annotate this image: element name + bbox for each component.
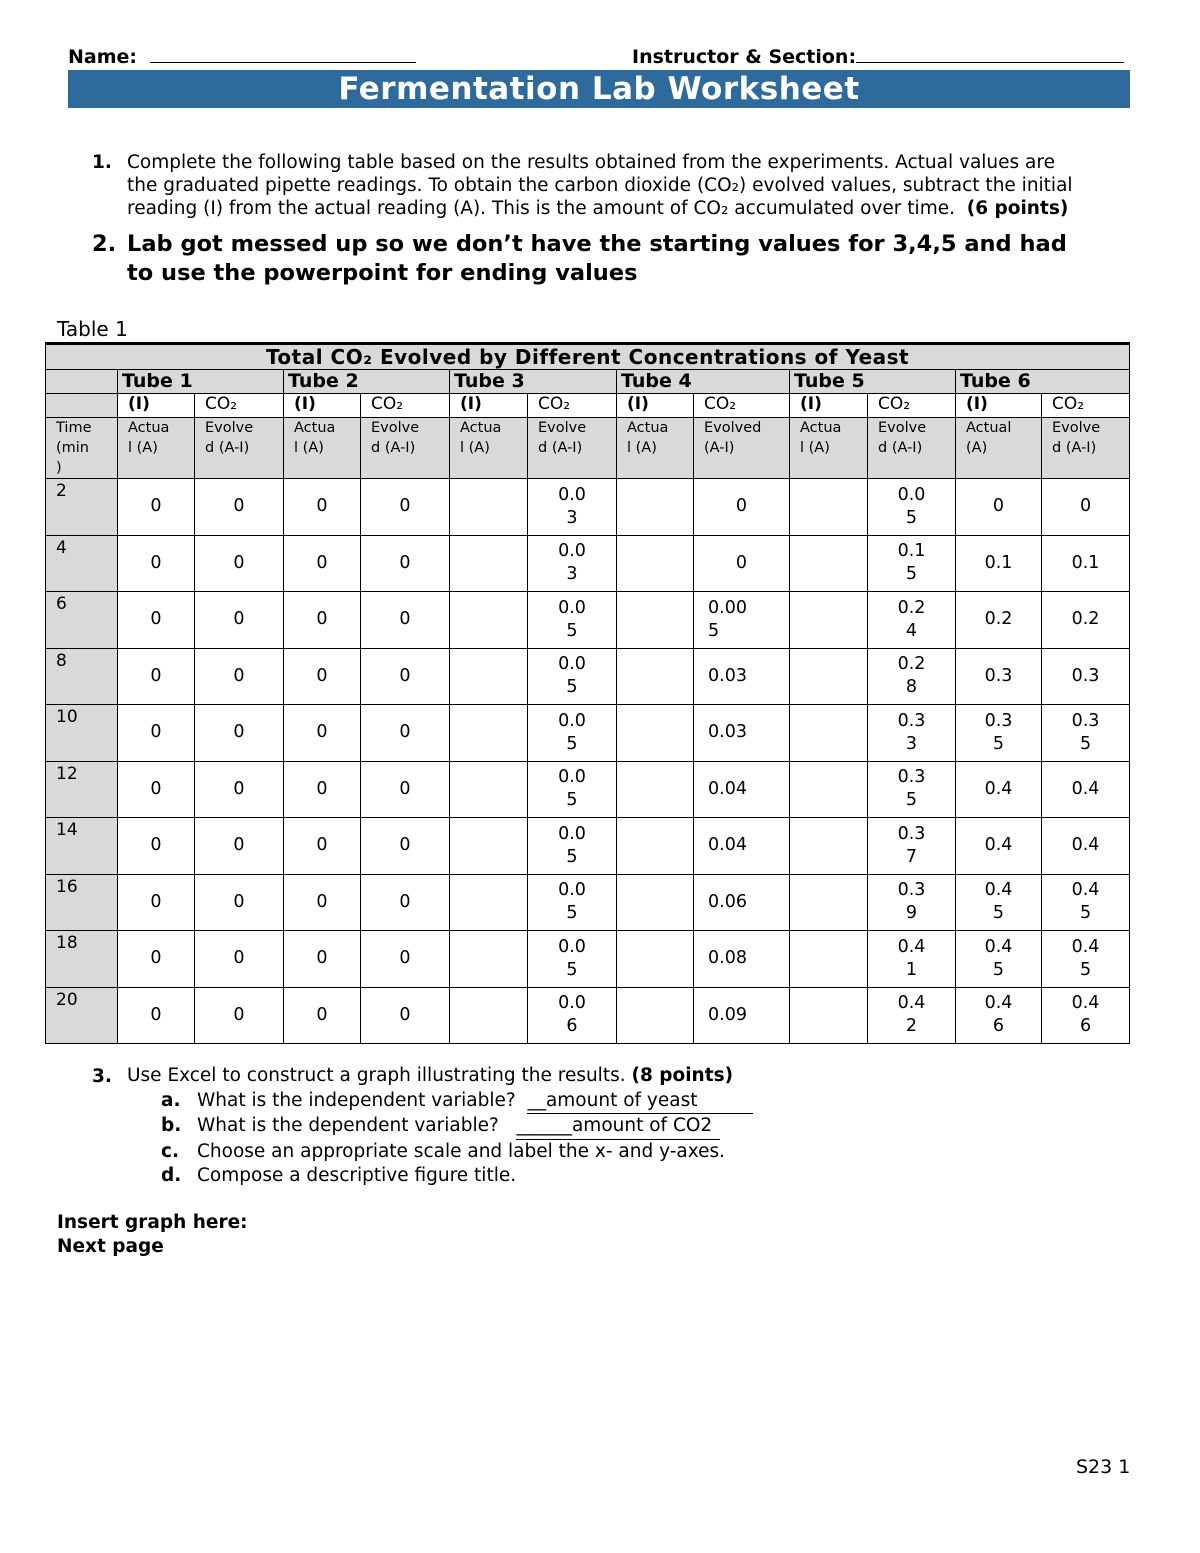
tube-1-evolved-desc: Evolve d (A-I) (195, 418, 284, 479)
cell-t4a[interactable] (617, 535, 694, 592)
tube-1-header: Tube 1 (118, 370, 284, 394)
cell-t1a[interactable]: 0 (118, 761, 195, 818)
cell-t3e[interactable]: 0.0 6 (528, 987, 617, 1044)
time-cell: 16 (46, 874, 118, 931)
cell-t6e[interactable]: 0.2 (1042, 592, 1130, 649)
table-caption: Total CO₂ Evolved by Different Concentrations of Yeast (46, 344, 1130, 370)
q1-points: (6 points) (966, 198, 1069, 219)
cell-t3e[interactable]: 0.0 5 (528, 874, 617, 931)
cell-t5e[interactable]: 0.4 2 (868, 987, 956, 1044)
instructor-label: Instructor & Section: (632, 46, 1124, 68)
cell-t2a[interactable]: 0 (284, 535, 361, 592)
dependent-variable-answer[interactable]: ______amount of CO2 (516, 1114, 720, 1140)
cell-t5a[interactable] (790, 705, 868, 762)
cell-t5e[interactable]: 0.0 5 (868, 479, 956, 536)
cell-t1a[interactable]: 0 (118, 818, 195, 875)
cell-t4e[interactable]: 0.04 (694, 761, 790, 818)
cell-t1a[interactable]: 0 (118, 648, 195, 705)
cell-t2a[interactable]: 0 (284, 592, 361, 649)
cell-t4e[interactable]: 0 (694, 535, 790, 592)
cell-t3e[interactable]: 0.0 5 (528, 705, 617, 762)
cell-t6e[interactable]: 0.3 5 (1042, 705, 1130, 762)
cell-t1e[interactable]: 0 (195, 761, 284, 818)
cell-t2a[interactable]: 0 (284, 874, 361, 931)
time-cell: 18 (46, 931, 118, 988)
tube-6-co2-header: CO₂ (1042, 394, 1130, 418)
tube-2-actual-desc: Actua l (A) (284, 418, 361, 479)
q2-text: Lab got messed up so we don’t have the starting values for 3,4,5 and had to use the powerpoint for ending values (127, 231, 1067, 286)
cell-t2a[interactable]: 0 (284, 705, 361, 762)
tube-3-initial-header: (I) (450, 394, 528, 418)
table-row (46, 479, 1130, 536)
cell-t4e[interactable]: 0.00 5 (694, 592, 790, 649)
page-title: Fermentation Lab Worksheet (68, 70, 1130, 108)
tube-5-header: Tube 5 (790, 370, 956, 394)
tube-5-initial-header: (I) (790, 394, 868, 418)
cell-t4a[interactable] (617, 479, 694, 536)
table-row (46, 648, 1130, 705)
q3-points: (8 points) (631, 1065, 734, 1086)
cell-t4e[interactable]: 0.03 (694, 648, 790, 705)
tube-4-header: Tube 4 (617, 370, 790, 394)
page-code: S23 1 (1076, 1456, 1131, 1478)
cell-t5a[interactable] (790, 931, 868, 988)
q3d-text: Compose a descriptive figure title. (197, 1165, 517, 1186)
tube-2-header: Tube 2 (284, 370, 450, 394)
cell-t3e[interactable]: 0.0 5 (528, 761, 617, 818)
cell-t3a[interactable] (450, 592, 528, 649)
cell-t6e[interactable]: 0.4 6 (1042, 987, 1130, 1044)
cell-t2a[interactable]: 0 (284, 648, 361, 705)
cell-t2e[interactable]: 0 (361, 648, 450, 705)
tube-1-initial-header: (I) (118, 394, 195, 418)
cell-t1a[interactable]: 0 (118, 592, 195, 649)
cell-t1e[interactable]: 0 (195, 705, 284, 762)
cell-t6e[interactable]: 0 (1042, 479, 1130, 536)
tube-3-actual-desc: Actua l (A) (450, 418, 528, 479)
cell-t6a[interactable]: 0.4 (956, 818, 1042, 875)
q1-number: 1. (92, 152, 112, 173)
cell-t4a[interactable] (617, 987, 694, 1044)
cell-t4e[interactable]: 0.08 (694, 931, 790, 988)
cell-t4a[interactable] (617, 931, 694, 988)
cell-t2a[interactable]: 0 (284, 761, 361, 818)
cell-t6a[interactable]: 0.4 5 (956, 931, 1042, 988)
time-cell: 4 (46, 535, 118, 592)
tube-4-evolved-desc: Evolved (A-I) (694, 418, 790, 479)
cell-t5a[interactable] (790, 648, 868, 705)
cell-t6a[interactable]: 0.3 5 (956, 705, 1042, 762)
cell-t4e[interactable]: 0.04 (694, 818, 790, 875)
tube-4-initial-header: (I) (617, 394, 694, 418)
cell-t5a[interactable] (790, 987, 868, 1044)
table-row (46, 931, 1130, 988)
insert-graph-note: Insert graph here: Next page (57, 1212, 248, 1257)
q3c-text: Choose an appropriate scale and label the x- and y-axes. (197, 1140, 726, 1162)
cell-t5e[interactable]: 0.1 5 (868, 535, 956, 592)
cell-t1a[interactable]: 0 (118, 705, 195, 762)
cell-t6e[interactable]: 0.4 5 (1042, 931, 1130, 988)
cell-t5e[interactable]: 0.3 5 (868, 761, 956, 818)
tube-4-actual-desc: Actua l (A) (617, 418, 694, 479)
table-row (46, 535, 1130, 592)
tube-6-actual-desc: Actual (A) (956, 418, 1042, 479)
cell-t3a[interactable] (450, 479, 528, 536)
table-row (46, 818, 1130, 875)
table-row (46, 874, 1130, 931)
cell-t4e[interactable]: 0.03 (694, 705, 790, 762)
tube-5-actual-desc: Actua l (A) (790, 418, 868, 479)
cell-t2e[interactable]: 0 (361, 535, 450, 592)
cell-t3e[interactable]: 0.0 5 (528, 931, 617, 988)
tube-3-header: Tube 3 (450, 370, 617, 394)
tube-1-co2-header: CO₂ (195, 394, 284, 418)
cell-t1e[interactable]: 0 (195, 874, 284, 931)
cell-t4e[interactable]: 0.06 (694, 874, 790, 931)
tube-6-evolved-desc: Evolve d (A-I) (1042, 418, 1130, 479)
tube-3-co2-header: CO₂ (528, 394, 617, 418)
q3-number: 3. (92, 1066, 112, 1087)
tube-1-actual-desc: Actua l (A) (118, 418, 195, 479)
cell-t3a[interactable] (450, 931, 528, 988)
cell-t6e[interactable]: 0.1 (1042, 535, 1130, 592)
cell-t5a[interactable] (790, 761, 868, 818)
tube-3-evolved-desc: Evolve d (A-I) (528, 418, 617, 479)
table-row (46, 705, 1130, 762)
cell-t3e[interactable]: 0.0 5 (528, 592, 617, 649)
cell-t1e[interactable]: 0 (195, 818, 284, 875)
cell-t6a[interactable]: 0.4 (956, 761, 1042, 818)
cell-t1e[interactable]: 0 (195, 535, 284, 592)
cell-t6e[interactable]: 0.4 (1042, 818, 1130, 875)
time-cell: 12 (46, 761, 118, 818)
cell-t6e[interactable]: 0.4 (1042, 761, 1130, 818)
cell-t2e[interactable]: 0 (361, 818, 450, 875)
cell-t6a[interactable]: 0.1 (956, 535, 1042, 592)
cell-t5e[interactable]: 0.2 8 (868, 648, 956, 705)
tube-2-co2-header: CO₂ (361, 394, 450, 418)
cell-t2a[interactable]: 0 (284, 931, 361, 988)
cell-t6a[interactable]: 0.4 6 (956, 987, 1042, 1044)
cell-t2e[interactable]: 0 (361, 761, 450, 818)
cell-t3a[interactable] (450, 987, 528, 1044)
cell-t3a[interactable] (450, 761, 528, 818)
name-field[interactable] (150, 46, 416, 63)
cell-t4a[interactable] (617, 648, 694, 705)
cell-t1e[interactable]: 0 (195, 479, 284, 536)
co2-table (45, 342, 1130, 1044)
cell-t5a[interactable] (790, 535, 868, 592)
cell-t4a[interactable] (617, 874, 694, 931)
tube-6-initial-header: (I) (956, 394, 1042, 418)
q3b-text: What is the dependent variable? (197, 1115, 499, 1136)
cell-t2e[interactable]: 0 (361, 592, 450, 649)
time-cell: 6 (46, 592, 118, 649)
cell-t5a[interactable] (790, 874, 868, 931)
time-header: Time (min ) (46, 418, 118, 479)
cell-t1a[interactable]: 0 (118, 874, 195, 931)
cell-t6a[interactable]: 0.2 (956, 592, 1042, 649)
cell-t5e[interactable]: 0.3 3 (868, 705, 956, 762)
cell-t2a[interactable]: 0 (284, 987, 361, 1044)
name-label: Name: (68, 46, 416, 68)
q3a-text: What is the independent variable? (197, 1089, 516, 1111)
cell-t3e[interactable]: 0.0 5 (528, 648, 617, 705)
cell-t1e[interactable]: 0 (195, 987, 284, 1044)
cell-t3e[interactable]: 0.0 5 (528, 818, 617, 875)
q1-text: Complete the following table based on the results obtained from the experiments. Actual values are the graduated pipette readings. To obtain the carbon dioxide (CO₂) evolved values, subtract the initial reading (I) from the actual reading (A). This is the amount of CO₂ accumulated over time. (6 points) (127, 152, 1073, 219)
table-label: Table 1 (57, 317, 128, 341)
time-cell: 14 (46, 818, 118, 875)
cell-t3e[interactable]: 0.0 3 (528, 535, 617, 592)
cell-t2e[interactable]: 0 (361, 987, 450, 1044)
cell-t1e[interactable]: 0 (195, 648, 284, 705)
tube-2-evolved-desc: Evolve d (A-I) (361, 418, 450, 479)
cell-t6a[interactable]: 0.3 (956, 648, 1042, 705)
cell-t4a[interactable] (617, 818, 694, 875)
cell-t1e[interactable]: 0 (195, 592, 284, 649)
cell-t4e[interactable]: 0 (694, 479, 790, 536)
cell-t5a[interactable] (790, 592, 868, 649)
time-cell: 2 (46, 479, 118, 536)
cell-t5e[interactable]: 0.2 4 (868, 592, 956, 649)
cell-t4a[interactable] (617, 705, 694, 762)
cell-t1a[interactable]: 0 (118, 535, 195, 592)
cell-t4e[interactable]: 0.09 (694, 987, 790, 1044)
cell-t6e[interactable]: 0.4 5 (1042, 874, 1130, 931)
cell-t3a[interactable] (450, 535, 528, 592)
tube-2-initial-header: (I) (284, 394, 361, 418)
tube-5-co2-header: CO₂ (868, 394, 956, 418)
cell-t3a[interactable] (450, 648, 528, 705)
q3-block: Use Excel to construct a graph illustrating the results. (8 points) a. What is the independent variable? __amount of yeast b. What is the dependent variable? ______amount of CO2 c. Choose an appropriate scale and label the x- and y-axes. d. Compose a descriptive figure title. (127, 1064, 753, 1189)
tube-4-co2-header: CO₂ (694, 394, 790, 418)
instructor-field[interactable] (856, 46, 1124, 63)
q3-text: Use Excel to construct a graph illustrating the results. (127, 1065, 626, 1086)
cell-t6a[interactable]: 0.4 5 (956, 874, 1042, 931)
cell-t2a[interactable]: 0 (284, 479, 361, 536)
cell-t3a[interactable] (450, 874, 528, 931)
cell-t1e[interactable]: 0 (195, 931, 284, 988)
table-row (46, 592, 1130, 649)
cell-t6e[interactable]: 0.3 (1042, 648, 1130, 705)
tube-5-evolved-desc: Evolve d (A-I) (868, 418, 956, 479)
time-cell: 8 (46, 648, 118, 705)
cell-t2a[interactable]: 0 (284, 818, 361, 875)
cell-t2e[interactable]: 0 (361, 479, 450, 536)
cell-t2e[interactable]: 0 (361, 931, 450, 988)
cell-t6a[interactable]: 0 (956, 479, 1042, 536)
cell-t5e[interactable]: 0.3 9 (868, 874, 956, 931)
cell-t3a[interactable] (450, 705, 528, 762)
cell-t2e[interactable]: 0 (361, 874, 450, 931)
cell-t5a[interactable] (790, 479, 868, 536)
table-row (46, 987, 1130, 1044)
table-row (46, 761, 1130, 818)
cell-t5e[interactable]: 0.3 7 (868, 818, 956, 875)
cell-t5e[interactable]: 0.4 1 (868, 931, 956, 988)
cell-t3a[interactable] (450, 818, 528, 875)
cell-t5a[interactable] (790, 818, 868, 875)
cell-t3e[interactable]: 0.0 3 (528, 479, 617, 536)
cell-t1a[interactable]: 0 (118, 987, 195, 1044)
cell-t1a[interactable]: 0 (118, 479, 195, 536)
cell-t4a[interactable] (617, 761, 694, 818)
cell-t1a[interactable]: 0 (118, 931, 195, 988)
cell-t2e[interactable]: 0 (361, 705, 450, 762)
cell-t4a[interactable] (617, 592, 694, 649)
time-cell: 10 (46, 705, 118, 762)
time-cell: 20 (46, 987, 118, 1044)
q2-number: 2. (92, 231, 117, 257)
independent-variable-answer[interactable]: __amount of yeast (527, 1089, 753, 1115)
tube-6-header: Tube 6 (956, 370, 1130, 394)
